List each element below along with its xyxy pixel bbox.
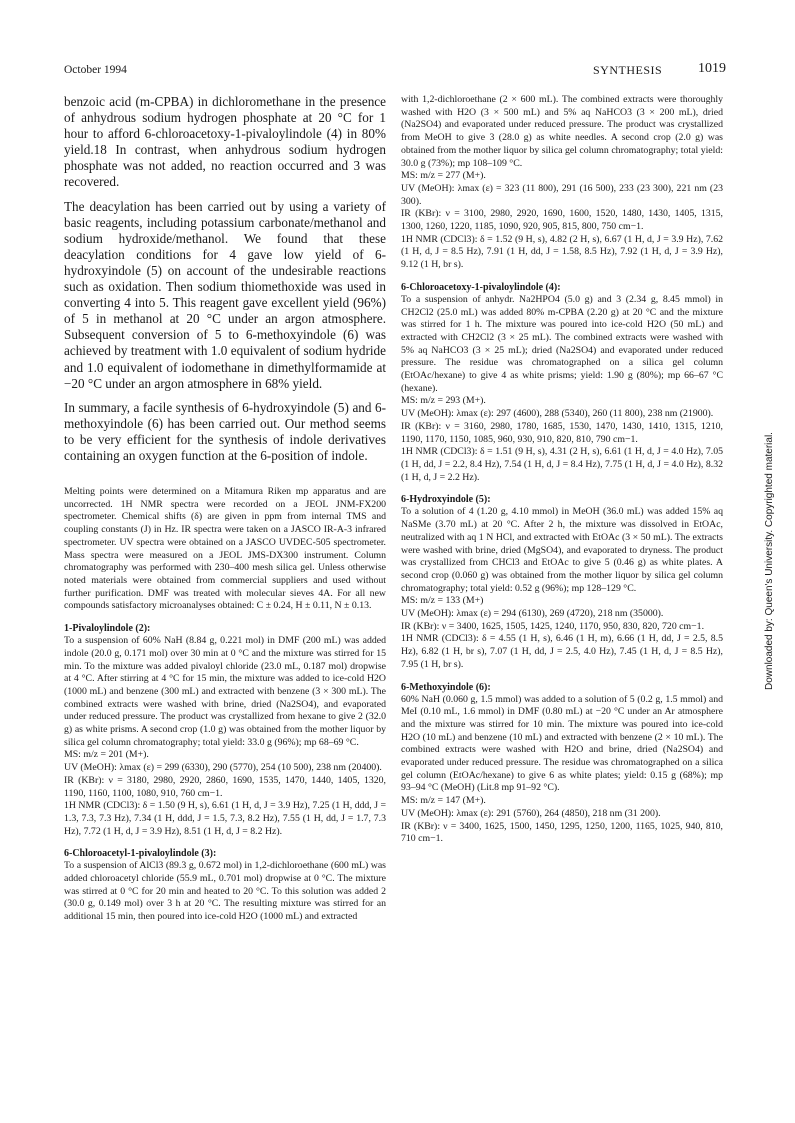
compound-5-ms: MS: m/z = 133 (M+) [401,595,484,607]
compound-3-procedure-continued: with 1,2-dichloroethane (2 × 600 mL). The combined extracts were thoroughly washed with H2O (3 × 500 mL) and 5% aq NaHCO3 (3 × 200 mL), dried (Na2SO4) and evaporated under reduced pressure. The product was crystallized from MeOH to give 3 (28.0 g) as white needles. A second crop (2.0 g) was obtained from the mother liquor by silica gel column chromatography; total yield: 30.0 g (73%); mp 108–109 °C. [401,94,723,169]
download-watermark: Downloaded by: Queen's University. Copyrighted material. [764,432,775,690]
compound-3-nmr: 1H NMR (CDCl3): δ = 1.52 (9 H, s), 4.82 (2 H, s), 6.67 (1 H, d, J = 3.9 Hz), 7.62 (1 H, d, J = 8.5 Hz), 7.91 (1 H, dd, J = 1.58, 8.5 Hz), 7.92 (1 H, d, J = 3.9 Hz), 9.12 (1 H, br s). [401,233,723,271]
compound-2-title: 1-Pivaloylindole (2): [64,623,151,635]
compound-3-uv: UV (MeOH): λmax (ε) = 323 (11 800), 291 (16 500), 233 (23 300), 221 nm (23 300). [401,182,723,207]
compound-3-procedure: To a suspension of AlCl3 (89.3 g, 0.672 mol) in 1,2-dichloroethane (600 mL) was added chloroacetyl chloride (55.9 mL, 0.701 mol) dropwise at 0 °C. The mixture was stirred at 0 °C for 20 min and heated to 20 °C. To this solution was added 2 (30.0 g, 0.149 mol) over 3 h at 20 °C. The resulting mixture was stirred for an additional 15 min, then poured into ice-cold H2O (1000 mL) and extracted [64,860,386,923]
experimental-general: Melting points were determined on a Mitamura Riken mp apparatus and are uncorrected. 1H NMR spectra were recorded on a JEOL JNM-FX200 spectrometer. Chemical shifts (δ) are given in ppm from internal TMS and coupling constants (J) in Hz. IR spectra were taken on a JASCO IR-A-3 infrared spectrometer. UV spectra were obtained on a JASCO UVDEC-505 spectrometer. Mass spectra were measured on a JEOL JMS-DX300 instrument. Column chromatography was performed with 230–400 mesh silica gel. Unless otherwise noted materials were obtained from commercial suppliers and used without further purification. DMF was treated with molecular sieves 4A. For all new compounds satisfactory microanalyses obtained: C ± 0.24, H ± 0.11, N ± 0.13. [64,486,386,612]
compound-4-procedure: To a suspension of anhydr. Na2HPO4 (5.0 g) and 3 (2.34 g, 8.45 mmol) in CH2Cl2 (25.0 mL) was added 80% m-CPBA (2.20 g) at 20 °C and the mixture was stirred for 1 h. The mixture was poured into ice-cold H2O (50 mL) and extracted with CH2Cl2 (3 × 25 mL). The combined extracts were washed with 5% aq NaHCO3 (3 × 25 mL); dried (Na2SO4) and evaporated under reduced pressure. The residue was chromatographed on a silica gel column (EtOAc/hexane) to give 4 as white prisms; yield: 1.90 g (80%); mp 66–67 °C (hexane). [401,293,723,394]
compound-2-nmr: 1H NMR (CDCl3): δ = 1.50 (9 H, s), 6.61 (1 H, d, J = 3.9 Hz), 7.25 (1 H, ddd, J = 1.3, 7.3, 7.3 Hz), 7.34 (1 H, ddd, J = 1.5, 7.3, 8.2 Hz), 7.55 (1 H, dd, J = 1.7, 7.3 Hz), 7.72 (1 H, d, J = 3.9 Hz), 8.51 (1 H, d, J = 8.2 Hz). [64,800,386,837]
header-journal: SYNTHESIS [593,63,663,77]
body-paragraph: The deacylation has been carried out by using a variety of basic reagents, including potassium carbonate/methanol and sodium hydroxide/methanol. We found that these deacylation conditions for 4 gave low yield of 6-hydroxyindole (5) on account of the undesirable reactions such as oxidation. Then sodium thiomethoxide was used in converting 4 into 5. This reagent gave excellent yield (96%) of 5 in methanol at 20 °C under an argon atmosphere. Subsequent conversion of 5 to 6-methoxyindole (6) was achieved by treatment with 1.0 equivalent of sodium hydride and 1.0 equivalent of iodomethane in dimethylformamide at −20 °C under an argon atmosphere in 68% yield. [64,198,386,391]
compound-5-uv: UV (MeOH): λmax (ε) = 294 (6130), 269 (4720), 218 nm (35000). [401,608,664,620]
compound-6-ms: MS: m/z = 147 (M+). [401,795,486,807]
header-page-number: 1019 [698,61,726,76]
experimental-section [64,486,386,924]
left-column [64,94,386,924]
compound-6-ir: IR (KBr): ν = 3400, 1625, 1500, 1450, 1295, 1250, 1200, 1165, 1025, 940, 810, 710 cm−1. [401,820,723,845]
experimental-section-continued [401,94,723,846]
compound-2-ms: MS: m/z = 201 (M+). [64,749,149,761]
compound-5-nmr: 1H NMR (CDCl3): δ = 4.55 (1 H, s), 6.46 (1 H, m), 6.66 (1 H, dd, J = 2.5, 8.5 Hz), 6.82 (1 H, br s), 7.07 (1 H, dd, J = 2.5, 4.0 Hz), 7.45 (1 H, d, J = 8.5 Hz), 7.95 (1 H, br s). [401,633,723,670]
body-paragraph: In summary, a facile synthesis of 6-hydroxyindole (5) and 6-methoxyindole (6) has been carried out. Our method seems to be very efficient for the synthesis of indole derivatives containing an oxygen function at the 6-position of indole. [64,399,386,463]
compound-4-title: 6-Chloroacetoxy-1-pivaloylindole (4): [401,281,561,293]
compound-4-ms: MS: m/z = 293 (M+). [401,395,486,407]
compound-4-uv: UV (MeOH): λmax (ε): 297 (4600), 288 (5340), 260 (11 800), 238 nm (21900). [401,408,714,420]
compound-3-ir: IR (KBr): ν = 3100, 2980, 2920, 1690, 1600, 1520, 1480, 1430, 1405, 1315, 1300, 1260, 1220, 1185, 1090, 920, 905, 815, 800, 750 cm−1. [401,208,723,233]
compound-6-title: 6-Methoxyindole (6): [401,681,491,693]
compound-5-procedure: To a solution of 4 (1.20 g, 4.10 mmol) in MeOH (36.0 mL) was added 15% aq NaSMe (3.70 mL) at 20 °C. After 2 h, the mixture was dissolved in EtOAc, neutralized with aq 1 N HCl, and extracted with EtOAc (3 × 50 mL). The extracts were washed with brine, dried (MgSO4), and evaporated to dryness. The product was crystallized from CHCl3 and EtOAc to give 5 (0.46 g) as white plates. A second crop (0.060 g) was obtained from the mother liquor by silica gel column chromatography; total yield: 0.52 g (96%); mp 128–129 °C. [401,506,723,594]
compound-4-nmr: 1H NMR (CDCl3): δ = 1.51 (9 H, s), 4.31 (2 H, s), 6.61 (1 H, d, J = 4.0 Hz), 7.05 (1 H, dd, J = 2.2, 8.4 Hz), 7.54 (1 H, d, J = 8.4 Hz), 7.75 (1 H, d, J = 4.0 Hz), 8.32 (1 H, d, J = 2.2 Hz). [401,446,723,483]
compound-3-ms: MS: m/z = 277 (M+). [401,170,486,182]
compound-5-title: 6-Hydroxyindole (5): [401,494,491,506]
compound-6-uv: UV (MeOH): λmax (ε): 291 (5760), 264 (4850), 218 nm (31 200). [401,807,661,819]
compound-3-title: 6-Chloroacetyl-1-pivaloylindole (3): [64,848,217,860]
compound-6-procedure: 60% NaH (0.060 g, 1.5 mmol) was added to a solution of 5 (0.2 g, 1.5 mmol) and MeI (0.10 mL, 1.6 mmol) in DMF (0.80 mL) at −20 °C under an Ar atmosphere and the mixture was stirred for 10 min. The mixture was poured into ice-cold H2O (10 mL) and benzene (10 mL) and extracted with benzene (2 × 10 mL). The combined extracts were washed with H2O and brine, dried (Na2SO4) and evaporated under reduced pressure. The residue was chromatographed on a silica gel column (EtOAc/hexane) to give 6 as white plates; yield: 0.15 g (68%); mp 93–94 °C (MeOH) (Lit.8 mp 91–92 °C). [401,693,723,794]
compound-5-ir: IR (KBr): ν = 3400, 1625, 1505, 1425, 1240, 1170, 950, 830, 820, 720 cm−1. [401,620,705,632]
compound-4-ir: IR (KBr): ν = 3160, 2980, 1780, 1685, 1530, 1470, 1430, 1410, 1315, 1210, 1190, 1170, 1150, 1085, 960, 930, 910, 820, 810, 790 cm−1. [401,420,723,445]
header-date: October 1994 [64,64,127,76]
right-column [401,94,723,846]
compound-2-ir: IR (KBr): ν = 3180, 2980, 2920, 2860, 1690, 1535, 1470, 1440, 1405, 1320, 1190, 1160, 1100, 1080, 910, 760 cm−1. [64,774,386,799]
body-paragraph: benzoic acid (m-CPBA) in dichloromethane in the presence of anhydrous sodium hydrogen phosphate at 20 °C for 1 hour to afford 6-chloroacetoxy-1-pivaloylindole (4) in 80% yield.18 In contrast, when anhydrous sodium hydrogen phosphate was not added, no reaction occurred and 3 was recovered. [64,94,386,190]
body-text [64,94,386,464]
compound-2-procedure: To a suspension of 60% NaH (8.84 g, 0.221 mol) in DMF (200 mL) was added indole (20.0 g, 0.171 mol) over 30 min at 0 °C and the mixture was stirred for 15 min. To the mixture was added pivaloyl chloride (23.0 mL, 0.187 mol) dropwise at 4 °C. After stirring at 4 °C for 15 min, the mixture was added to ice-cold H2O (1000 mL) and benzene (300 mL) and extracted with benzene (3 × 300 mL). The combined extracts were washed with brine, dried (Na2SO4), and evaporated under reduced pressure. The product was crystallized from hexane to give 2 (32.0 g) as white prisms. A second crop (1.0 g) was obtained from the mother liquor by silica gel column chromatography; total yield: 33.0 g (96%); mp 68–69 °C. [64,635,386,748]
compound-2-uv: UV (MeOH): λmax (ε) = 299 (6330), 290 (5770), 254 (10 500), 238 nm (20400). [64,762,382,774]
